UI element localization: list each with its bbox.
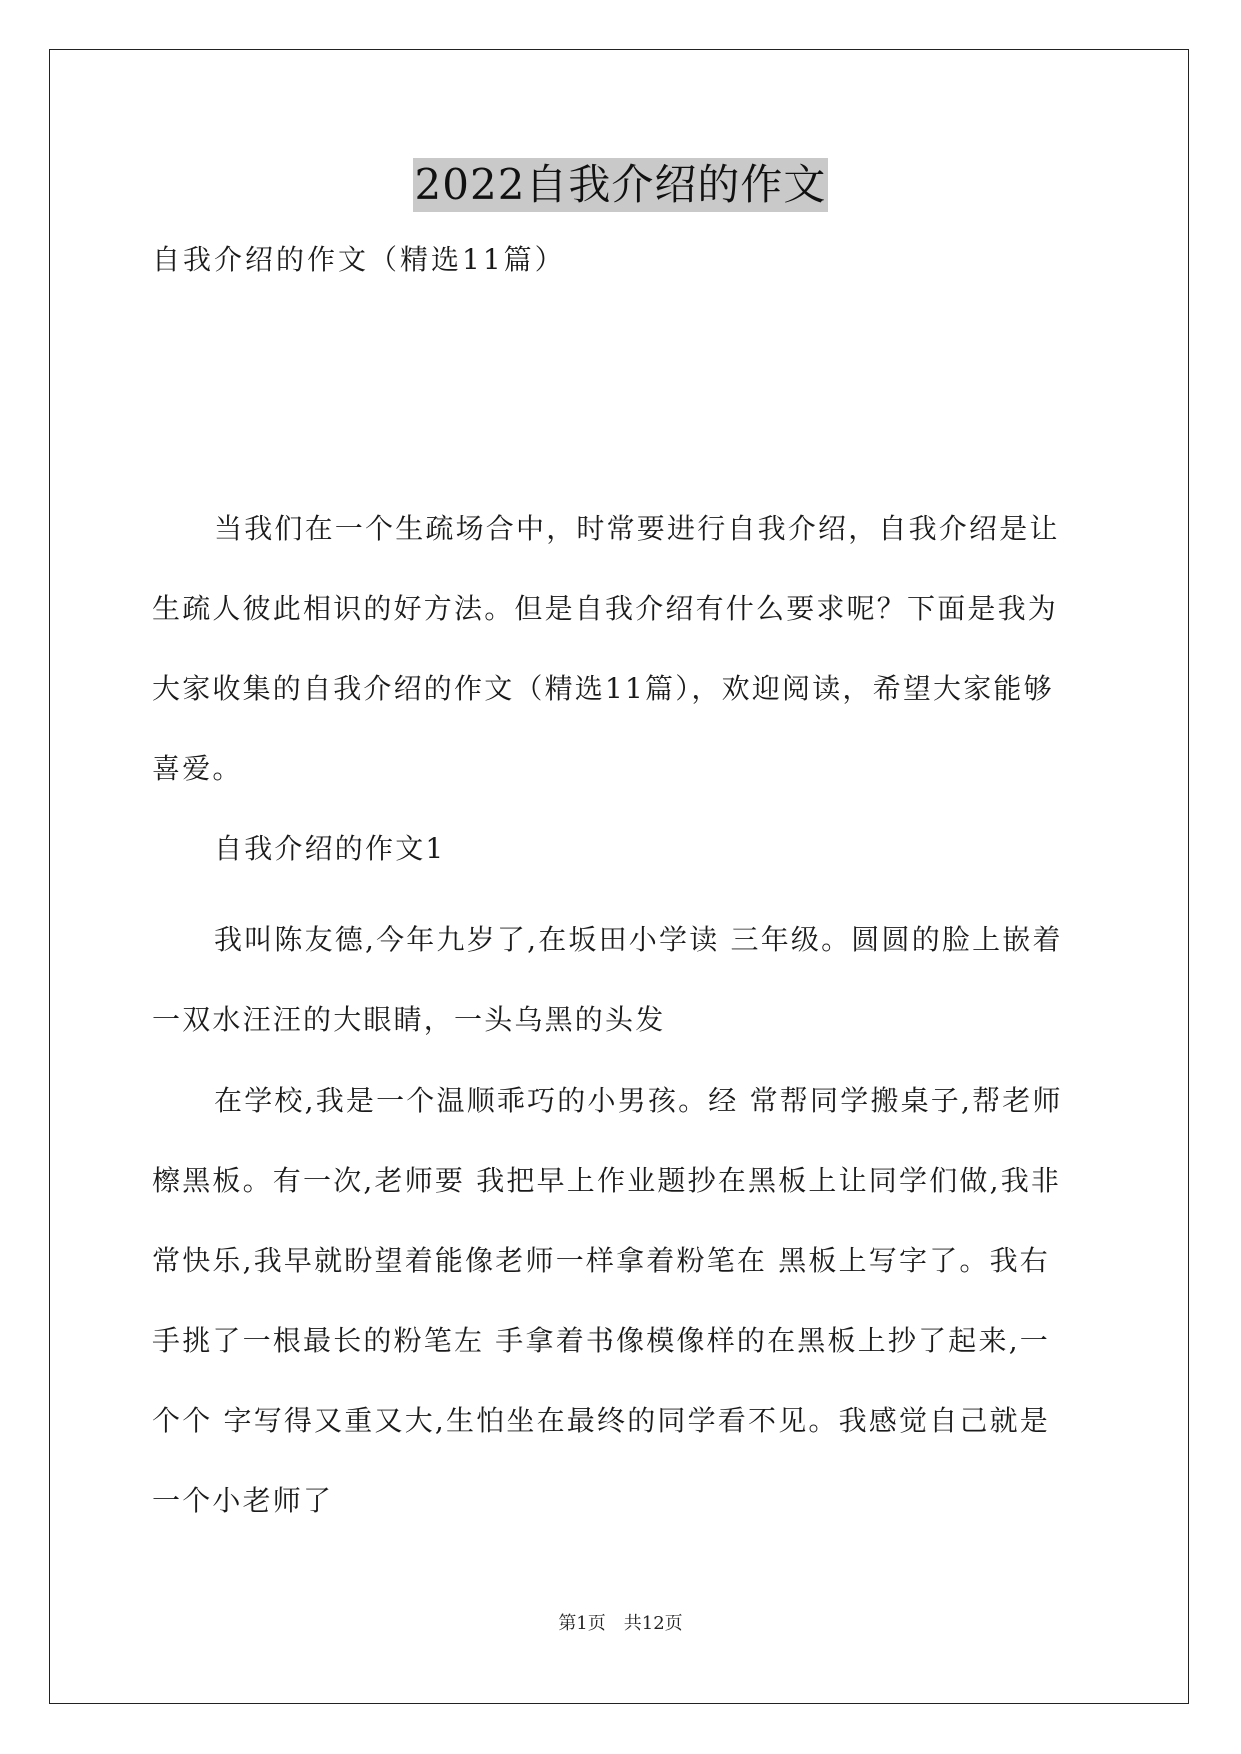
body-line: 个个 字写得又重又大,生怕坐在最终的同学看不见。我感觉自己就是: [152, 1404, 1051, 1437]
body-line: 我叫陈友德,今年九岁了,在坂田小学读 三年级。圆圆的脸上嵌着: [214, 923, 1063, 956]
body-line: 在学校,我是一个温顺乖巧的小男孩。经 常帮同学搬桌子,帮老师: [214, 1084, 1063, 1117]
page-number: 第1页: [558, 1613, 606, 1634]
body-line: 大家收集的自我介绍的作文（精选11篇），欢迎阅读，希望大家能够: [152, 672, 1054, 705]
body-line: 当我们在一个生疏场合中，时常要进行自我介绍，自我介绍是让: [214, 512, 1060, 545]
page-footer: [0, 1612, 1241, 1636]
page-border: [49, 49, 1189, 1704]
section-heading: 自我介绍的作文1: [214, 832, 446, 865]
document-subtitle: 自我介绍的作文（精选11篇）: [152, 243, 566, 276]
body-line: 喜爱。: [152, 752, 243, 785]
document-title: 2022自我介绍的作文: [413, 158, 829, 212]
page-total: 共12页: [623, 1613, 683, 1634]
body-line: 生疏人彼此相识的好方法。但是自我介绍有什么要求呢？下面是我为: [152, 592, 1059, 625]
body-line: 檫黑板。有一次,老师要 我把早上作业题抄在黑板上让同学们做,我非: [152, 1164, 1062, 1197]
body-line: 手挑了一根最长的粉笔左 手拿着书像模像样的在黑板上抄了起来,一: [152, 1324, 1051, 1357]
body-line: 常快乐,我早就盼望着能像老师一样拿着粉笔在 黑板上写字了。我右: [152, 1244, 1051, 1277]
title-container: [0, 158, 1241, 212]
body-line: 一个小老师了: [152, 1484, 334, 1517]
body-line: 一双水汪汪的大眼睛，一头乌黑的头发: [152, 1003, 666, 1036]
